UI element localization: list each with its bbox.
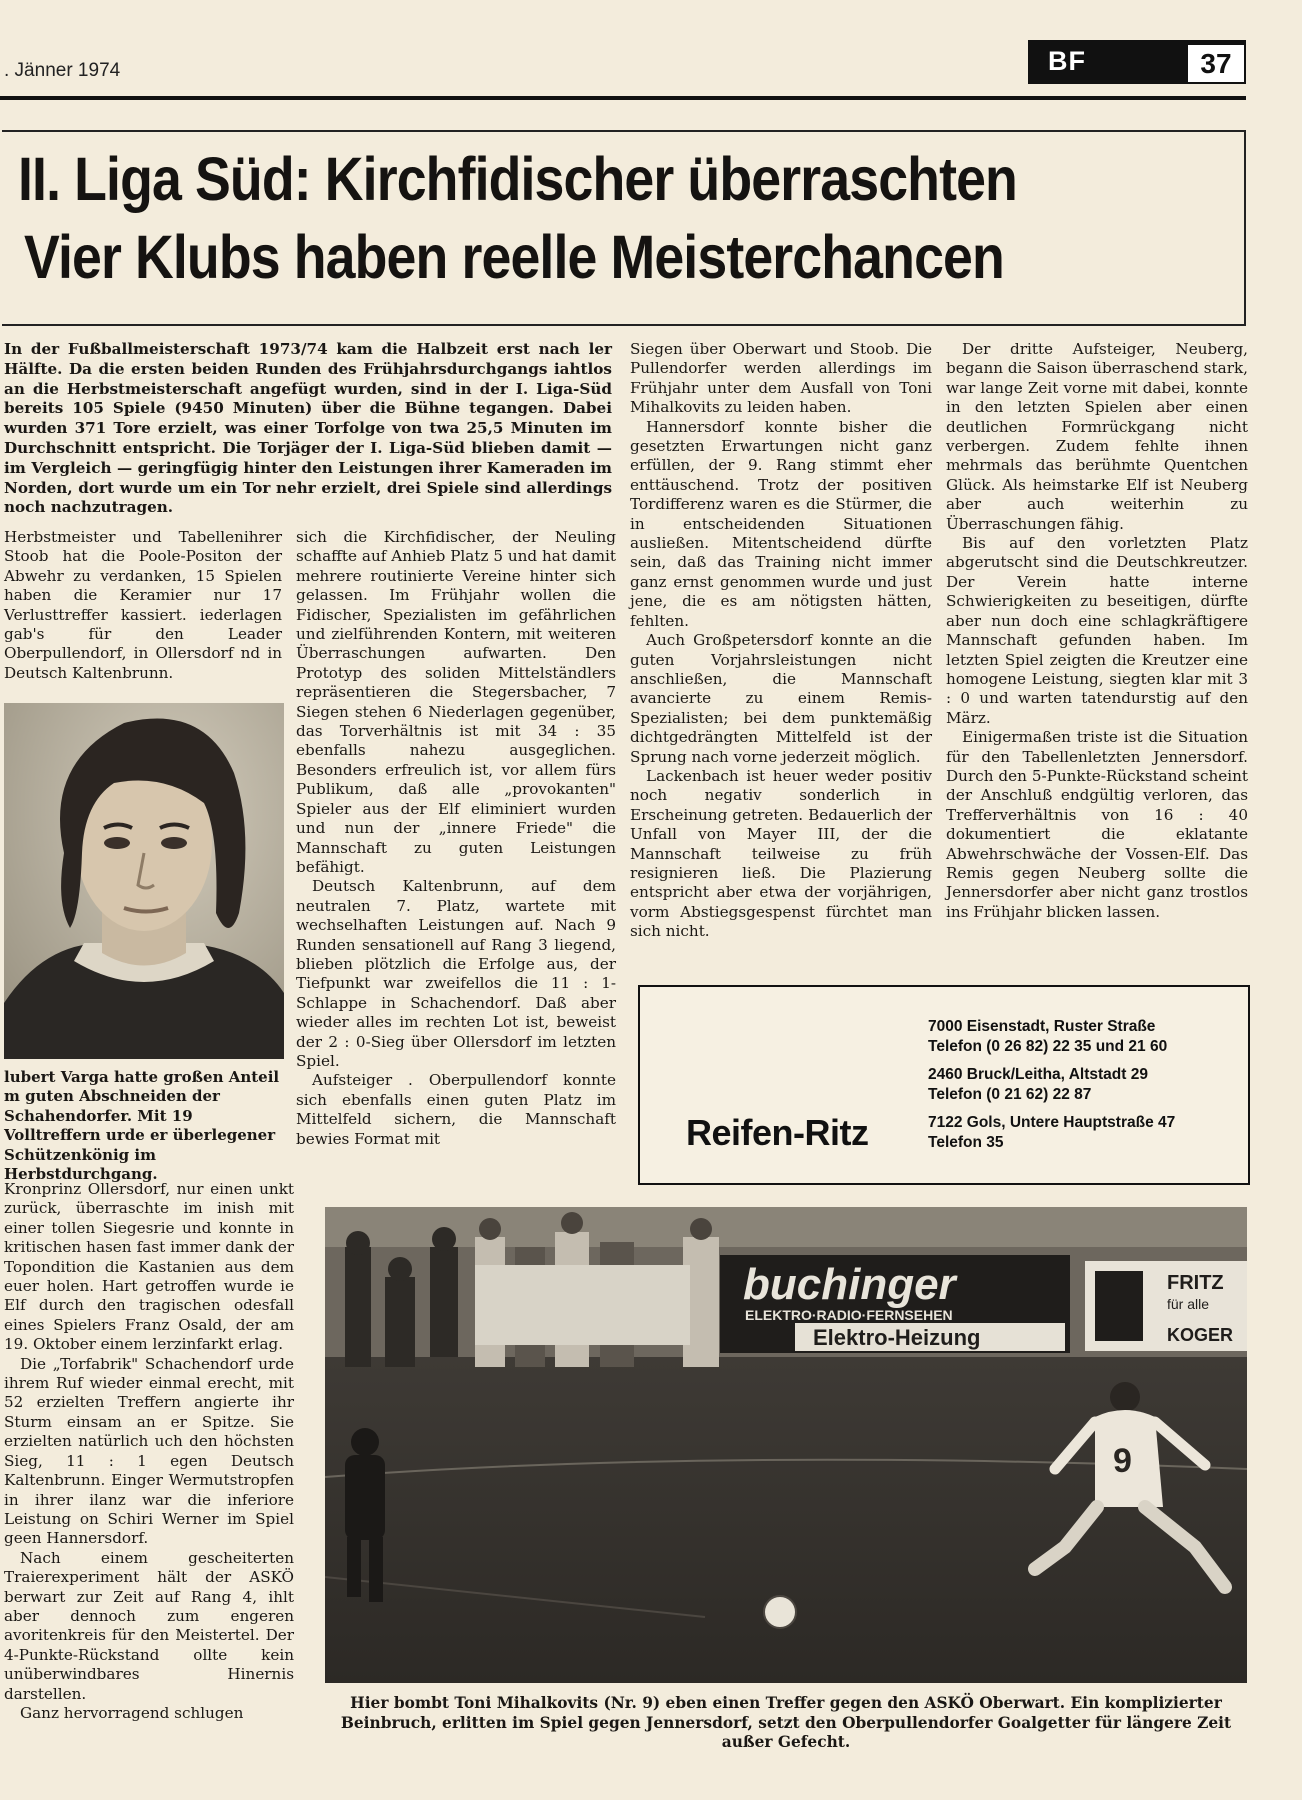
paragraph: Bis auf den vorletzten Platz abgerutscht sind die Deutschkreutzer. Der Verein hatte interne Schwierigkeiten zu beseitigen, dürfte aber nun doch eine schlagkräftigere Mannschaft gefunden haben. Im letzten Spiel zeigten die Kreutzer eine homogene Leistung, siegten klar mit 3 : 0 und warten tatendurstig auf den März. bbox=[946, 534, 1248, 727]
paragraph: Deutsch Kaltenbrunn, auf dem neutralen 7. Platz, wartete mit wechselhaften Leistungen auf. Nach 9 Runden sensationell auf Rang 3 liegend, blieben plötzlich die Erfolge aus, der Tiefpunkt war zweifellos die 11 : 1-Schlappe in Schachendorf. Daß aber wieder alles im rechten Lot ist, beweist der 2 : 0-Sieg über Ollersdorf im letzten Spiel. bbox=[296, 877, 616, 1070]
section-label: BF bbox=[1048, 46, 1086, 76]
issue-date: . Jänner 1974 bbox=[4, 60, 121, 81]
paragraph: Ganz hervorragend schlugen bbox=[20, 1703, 244, 1722]
article-column-1-continued bbox=[4, 1180, 294, 1723]
hoarding-buchinger: buchinger bbox=[743, 1260, 956, 1309]
ad-phone-3: Telefon 35 bbox=[928, 1134, 1004, 1151]
paragraph: Lackenbach ist heuer weder positiv noch negativ sonderlich in Erscheinung getreten. Bedauerlich der Unfall von Mayer III, der die Mannschaft teilweise zu früh resignieren ließ. Die Plazierung entspricht aber etwa der vorjährigen, vorm Abstiegsgespenst fürchtet man sich nicht. bbox=[630, 766, 932, 941]
portrait-photo-illustration bbox=[4, 703, 284, 1059]
paragraph: Der dritte Aufsteiger, Neuberg, begann die Saison überraschend stark, war lange Zeit vorne mit dabei, konnte in den letzten Spielen aber einen deutlichen Formrückgang nicht verbergen. Zudem fehlte ihnen mehrmals das berühmte Quentchen Glück. Als heimstarke Elf ist Neuberg aber auch weiterhin zu Überraschungen fähig. bbox=[946, 340, 1248, 533]
paragraph: Einigermaßen triste ist die Situation für den Tabellenletzten Jennersdorf. Durch den 5-Punkte-Rückstand scheint der Anschluß endgültig verloren, das Trefferverhältnis von 16 : 40 dokumentiert die eklatante Abwehrschwäche der Vossen-Elf. Das Remis gegen Neuberg sollte die Jennersdorfer aber nicht ganz trostlos ins Frühjahr blicken lassen. bbox=[946, 728, 1248, 921]
match-photo bbox=[325, 1207, 1247, 1683]
article-column-4 bbox=[946, 340, 1248, 922]
ad-address-1: 7000 Eisenstadt, Ruster Straße bbox=[928, 1018, 1156, 1035]
match-photo-caption: Hier bombt Toni Mihalkovits (Nr. 9) eben einen Treffer gegen den ASKÖ Oberwart. Ein komplizierter Beinbruch, erlitten im Spiel gegen Jennersdorf, setzt den Oberpullendorfer Goalgetter für längere Zeit außer Gefecht. bbox=[340, 1694, 1232, 1752]
paragraph: Die „Torfabrik" Schachendorf urde ihrem Ruf wieder einmal erecht, mit 52 erzielten Treffern angierte ihr Sturm einsam an er Spitze. Sie erzielten natürlich uch den höchsten Sieg, 11 : 1 egen Deutsch Kaltenbrunn. Einger Wermutstropfen in ihrer ilanz war die inferiore Leistung on Schiri Werner im Spiel geen Hannersdorf. bbox=[4, 1354, 294, 1548]
paragraph: Herbstmeister und Tabellenihrer Stoob hat die Poole-Positon der Abwehr zu verdanken, 15 Spielen haben die Keramier nur 17 Verlusttreffer kassiert. iederlagen gab's für den Leader Oberpullendorf, in Ollersdorf nd in Deutsch Kaltenbrunn. bbox=[4, 528, 282, 682]
lead-paragraph: In der Fußballmeisterschaft 1973/74 kam die Halbzeit erst nach ler Hälfte. Da die ersten beiden Runden des Frühjahrsdurchgangs iahtlos an die Herbstmeisterschaft angefügt wurden, sind in der I. Liga-Süd bereits 105 Spiele (9450 Minuten) über die Bühne tegangen. Dabei wurden 371 Tore erzielt, was einer Torfolge von twa 25,5 Minuten im Durchschnitt entspricht. Die Torjäger der I. Liga-Süd blieben damit — im Vergleich — geringfügig hinter den Leistungen ihrer Kameraden im Norden, dort wurde um ein Tor nehr erzielt, drei Spiele sind allerdings noch nachzutragen. bbox=[4, 340, 612, 517]
paragraph: Auch Großpetersdorf konnte an die guten Vorjahrsleistungen nicht anschließen, die Mannschaft avancierte zu einem Remis-Spezialisten; bei dem punktemäßig dichtgedrängten Mittelfeld ist der Sprung nach vorne jederzeit möglich. bbox=[630, 631, 932, 766]
paragraph: Siegen über Oberwart und Stoob. Die Pullendorfer werden allerdings im Frühjahr unter dem Ausfall von Toni Mihalkovits zu leiden haben. bbox=[630, 340, 932, 417]
hoarding-koger: KOGER bbox=[1167, 1325, 1234, 1345]
hoarding-fritz: FRITZ bbox=[1167, 1272, 1224, 1294]
portrait-caption: lubert Varga hatte großen Anteil m guten Abschneiden der Schahendorfer. Mit 19 Volltreffern urde er überlegener Schützenkönig im Herbstdurchgang. bbox=[4, 1068, 280, 1184]
paragraph: Aufsteiger . Oberpullendorf konnte sich ebenfalls einen guten Platz im Mittelfeld sichern, die Mannschaft bewies Format mit bbox=[296, 1071, 616, 1148]
portrait-photo bbox=[4, 703, 284, 1059]
article-column-3 bbox=[630, 340, 932, 942]
ad-brand-name: Reifen-Ritz bbox=[686, 1112, 869, 1153]
hoarding-fritz-sub: für alle bbox=[1167, 1296, 1210, 1312]
hoarding-buchinger-sub: ELEKTRO·RADIO·FERNSEHEN bbox=[745, 1307, 953, 1323]
ad-phone-1: Telefon (0 26 82) 22 35 und 21 60 bbox=[928, 1038, 1168, 1055]
paragraph: Nach einem gescheiterten Traierexperiment hält der ASKÖ berwart zur Zeit auf Rang 4, ihlt aber dennoch zum engeren avoritenkreis für den Meistertel. Der 4-Punkte-Rückstand ollte kein unüberwindbares Hinernis darstellen. bbox=[4, 1548, 294, 1703]
paragraph: sich die Kirchfidischer, der Neuling schaffte auf Anhieb Platz 5 und hat damit mehrere routinierte Vereine hinter sich gelassen. Im Frühjahr wollen die Fidischer, Spezialisten im gefährlichen und zielführenden Kontern, mit weiteren Überraschungen aufwarten. Den Prototyp des soliden Mittelständlers repräsentieren die Stegersbacher, 7 Siegen stehen 6 Niederlagen gegenüber, das Torverhältnis ist mit 34 : 35 ebenfalls nahezu ausgeglichen. Besonders erfreulich ist, vor allem fürs Publikum, daß alle „provokanten" Spieler aus der Elf eliminiert wurden und nun der „innere Friede" die Mannschaft zu guten Leistungen befähigt. bbox=[296, 528, 616, 876]
headline-line-1: II. Liga Süd: Kirchfidischer überraschten bbox=[18, 145, 1017, 213]
advertisement-box bbox=[638, 985, 1250, 1185]
header-rule bbox=[0, 96, 1246, 100]
ad-address-3: 7122 Gols, Untere Hauptstraße 47 bbox=[928, 1114, 1176, 1131]
article-column-1 bbox=[4, 528, 282, 683]
ad-phone-2: Telefon (0 21 62) 22 87 bbox=[928, 1086, 1092, 1103]
paragraph: Kronprinz Ollersdorf, nur einen unkt zurück, überraschte im inish mit einer tollen Siegesrie und konnte in kritischen hasen fast immer dank der Topondition die Kastanien aus dem euer holen. Hart getroffen wurde ie Elf durch den tragischen odesfall eines Spielers Franz Osald, der am 19. Oktober einem lerzinfarkt erlag. bbox=[4, 1180, 294, 1354]
match-photo-illustration bbox=[325, 1207, 1247, 1683]
headline-line-2: Vier Klubs haben reelle Meisterchancen bbox=[24, 223, 1004, 291]
page-number: 37 bbox=[1186, 43, 1246, 84]
hoarding-heizung: Elektro-Heizung bbox=[813, 1325, 981, 1350]
article-column-2 bbox=[296, 528, 616, 1149]
paragraph: Hannersdorf konnte bisher die gesetzten Erwartungen nicht ganz erfüllen, der 9. Rang stimmt eher enttäuschend. Trotz der positiven Tordifferenz waren es die Stürmer, die in entscheidenden Situationen ausließen. Mitentscheidend dürfte sein, daß das Training nicht immer ganz ernst genommen wurde und just jene, die es am nötigsten hätten, fehlten. bbox=[630, 417, 932, 630]
ad-address-2: 2460 Bruck/Leitha, Altstadt 29 bbox=[928, 1066, 1148, 1083]
jersey-number: 9 bbox=[1113, 1442, 1132, 1480]
